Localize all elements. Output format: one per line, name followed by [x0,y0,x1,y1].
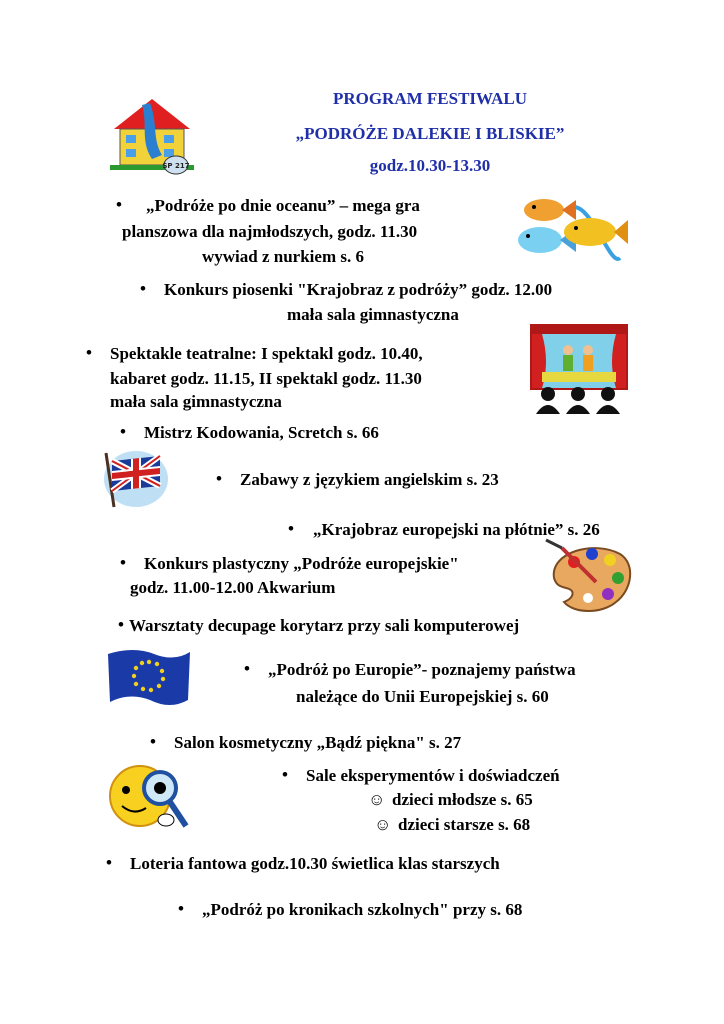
paint-palette-icon [544,538,634,616]
smiley-icon: ☺ [368,790,386,809]
item-europe-line1: „Podróż po Europie”- poznajemy państwa [268,660,576,679]
bullet: • [120,553,126,572]
bullet: • [244,659,250,678]
bullet: • [150,732,156,751]
school-badge-text: SP 217 [162,162,190,170]
bullet: • [178,899,184,918]
item-coding: Mistrz Kodowania, Scretch s. 66 [144,423,379,442]
bullet: • [106,853,112,872]
item-europe-line2: należące do Unii Europejskiej s. 60 [296,687,549,706]
item-landscape: „Krajobraz europejski na płótnie” s. 26 [313,520,600,539]
item-beauty: Salon kosmetyczny „Bądź piękna" s. 27 [174,733,462,752]
item-ocean-line1: „Podróże po dnie oceanu” – mega gra [146,196,420,215]
bullet: • [86,343,92,362]
smiley-magnifier-icon [104,760,190,832]
item-english: Zabawy z językiem angielskim s. 23 [240,470,499,489]
bullet: • [118,615,124,634]
eu-flag-icon [104,646,192,710]
smiley-icon: ☺ [374,815,392,834]
bullet: • [288,519,294,538]
item-decoupage: Warsztaty decupage korytarz przy sali komputerowej [129,616,520,635]
item-song-line2: mała sala gimnastyczna [287,305,459,324]
item-lottery: Loteria fantowa godz.10.30 świetlica klas starszych [130,854,500,873]
page-title: PROGRAM FESTIWALU [332,89,528,108]
festival-hours: godz.10.30-13.30 [369,156,491,175]
item-experiments-line2: dzieci młodsze s. 65 [392,790,533,809]
item-theatre-line1: Spektakle teatralne: I spektakl godz. 10.40, [110,344,423,363]
item-experiments-line3: dzieci starsze s. 68 [398,815,531,834]
bullet: • [216,469,222,488]
bullet: • [120,422,126,441]
item-song-line1: Konkurs piosenki "Krajobraz z podróży” godz. 12.00 [164,280,553,299]
item-chronicles: „Podróż po kronikach szkolnych" przy s. 68 [202,900,523,919]
item-art-line1: Konkurs plastyczny „Podróże europejskie" [144,554,459,573]
item-theatre-line3: mała sala gimnastyczna [110,392,282,411]
item-ocean-line3: wywiad z nurkiem s. 6 [202,247,364,266]
bullet: • [140,279,146,298]
fish-icon [510,188,630,278]
school-logo [106,95,198,175]
item-experiments-line1: Sale eksperymentów i doświadczeń [306,766,560,785]
theatre-stage-icon [528,322,630,414]
bullet: • [116,195,122,214]
bullet: • [282,765,288,784]
uk-flag-icon [100,447,170,511]
festival-subtitle: „PODRÓŻE DALEKIE I BLISKIE” [295,124,565,143]
item-ocean-line2: planszowa dla najmłodszych, godz. 11.30 [122,222,418,241]
item-art-line2: godz. 11.00-12.00 Akwarium [130,578,336,597]
item-theatre-line2: kabaret godz. 11.15, II spektakl godz. 11.30 [110,369,422,388]
